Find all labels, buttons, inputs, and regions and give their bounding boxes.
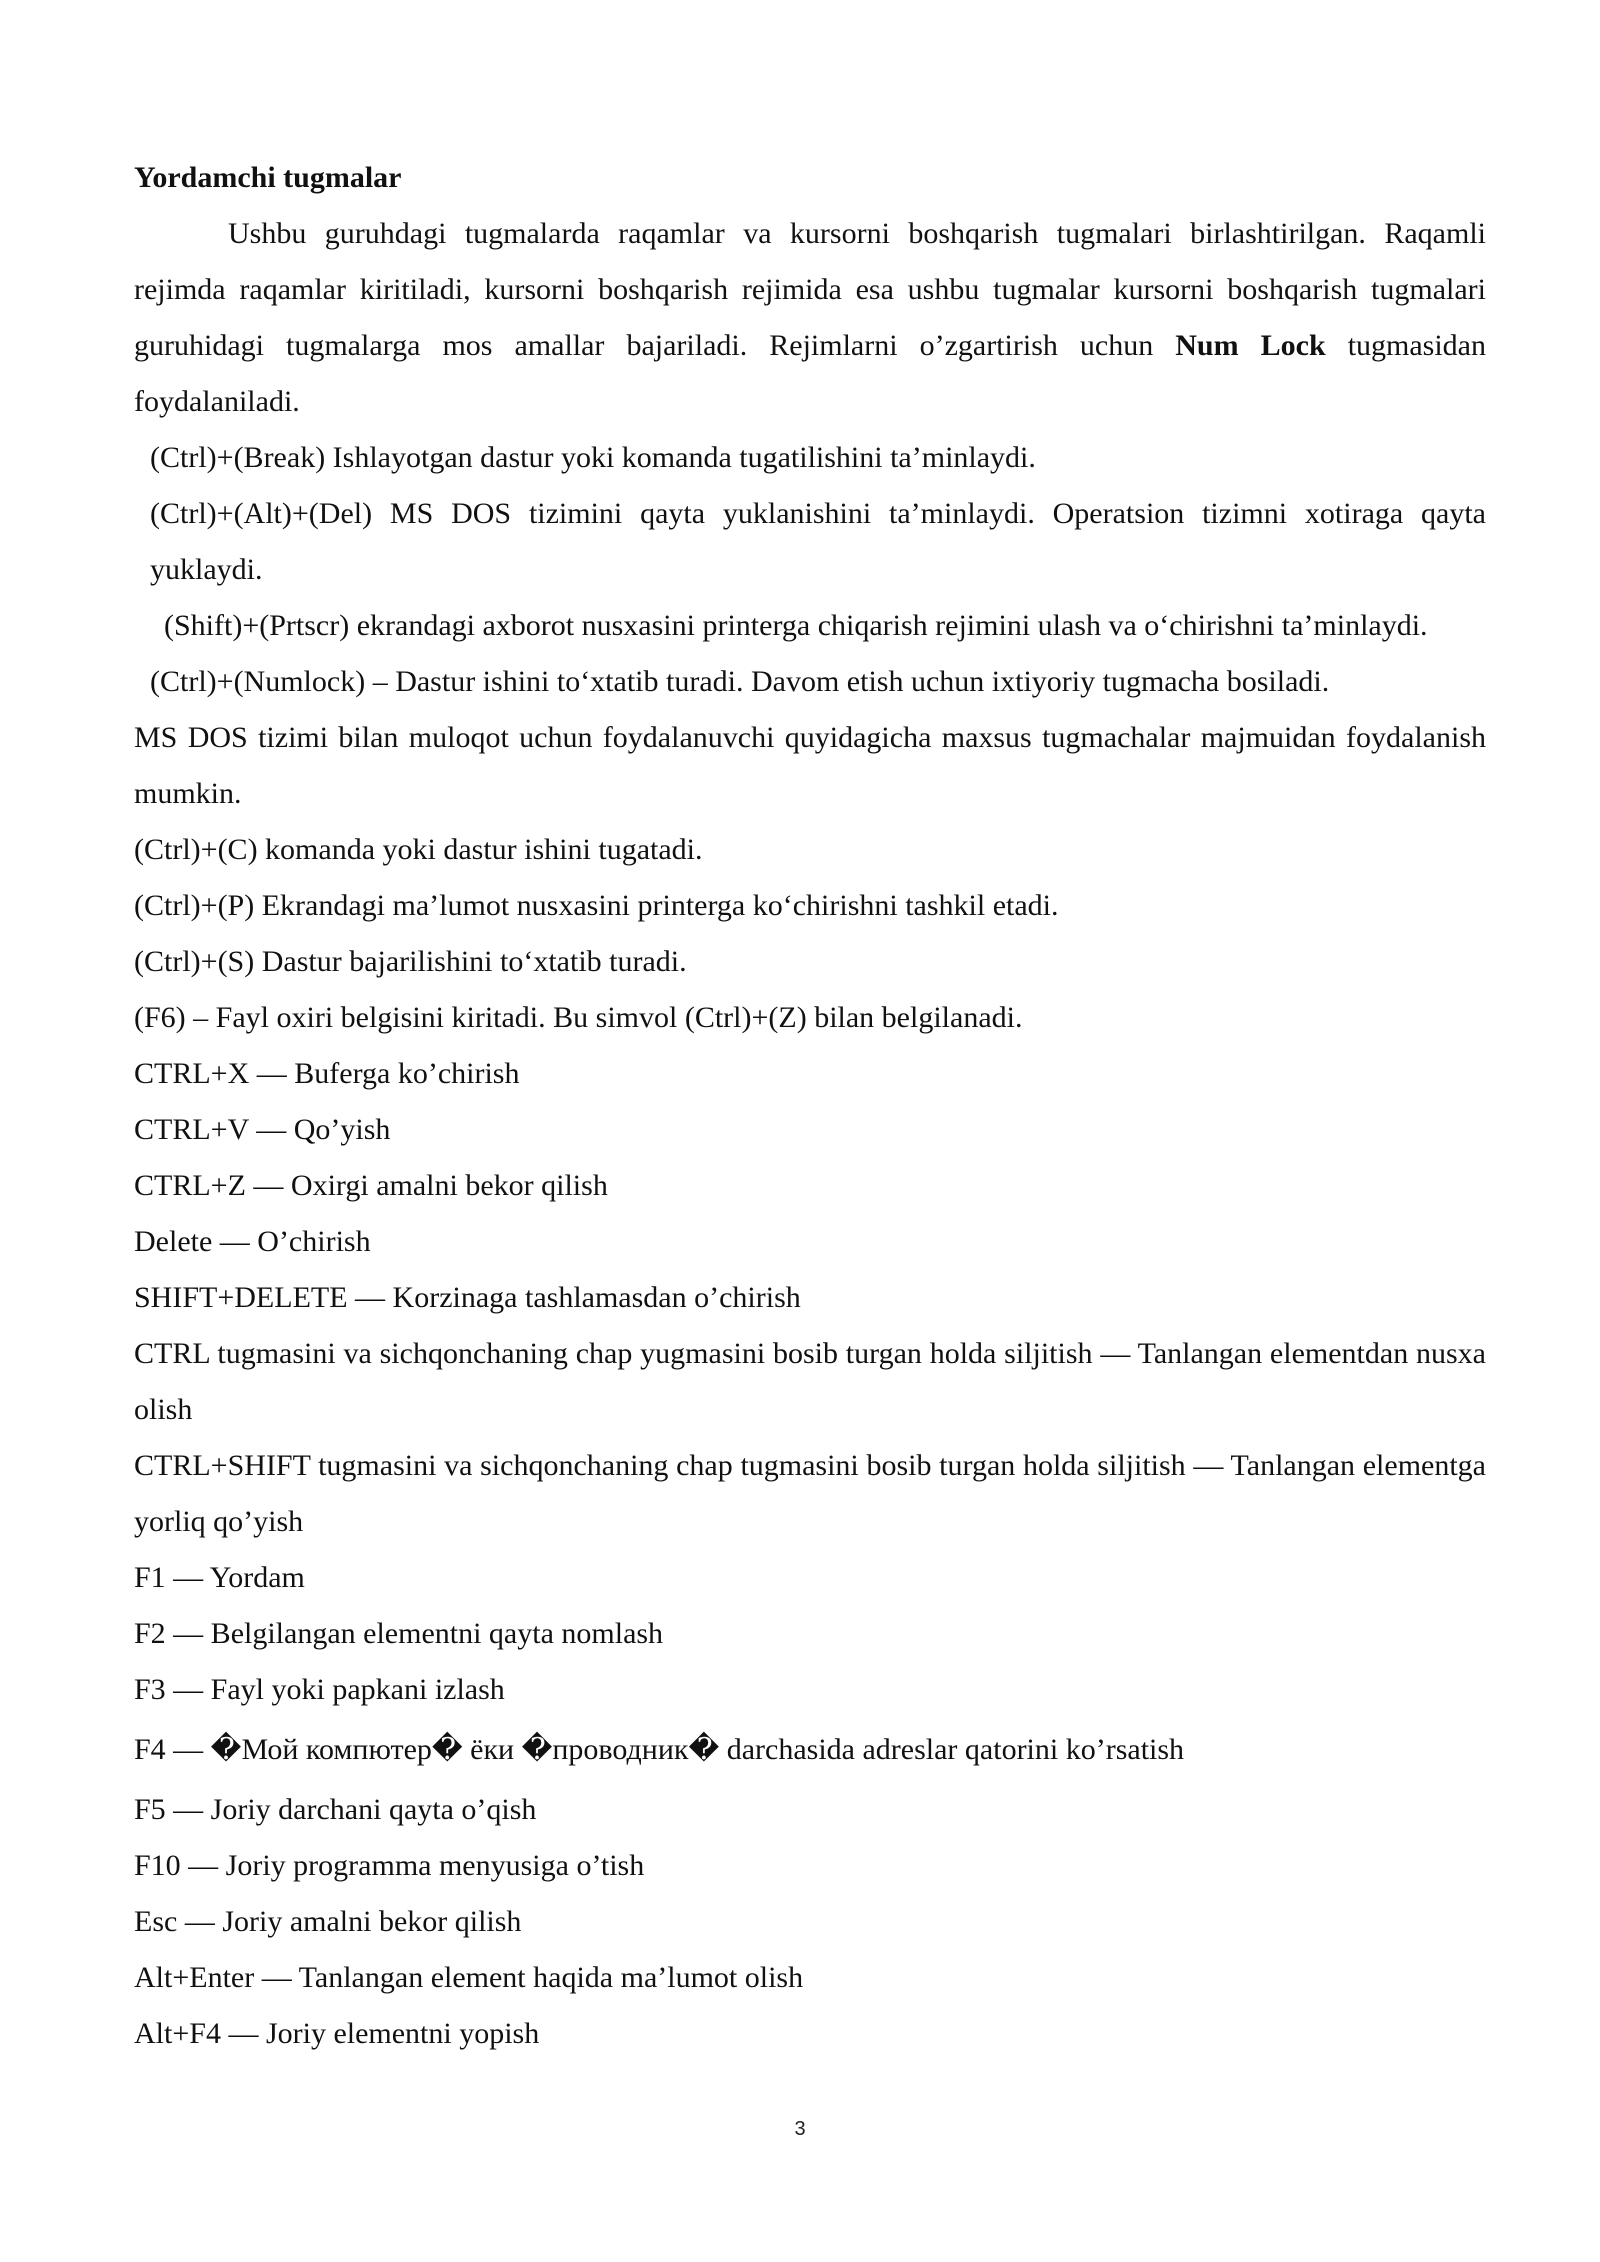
shortcut-ctrl-drag: CTRL tugmasini va sichqonchaning chap yugmasini bosib turgan holda siljitish — Tanlangan elementdan nusxa olish (134, 1337, 1486, 1426)
shortcut-f4: F4 — �Мой компютер� ёки �проводник� darchasida adreslar qatorini ko’rsatish (134, 1733, 1185, 1766)
combo-line-ctrl-break: (Ctrl)+(Break) Ishlayotgan dastur yoki komanda tugatilishini ta’minlaydi. (150, 441, 1036, 474)
shortcut-alt-f4: Alt+F4 — Joriy elementni yopish (134, 2017, 540, 2050)
shortcut-f2: F2 — Belgilangan elementni qayta nomlash (134, 1617, 664, 1650)
shortcut-esc: Esc — Joriy amalni bekor qilish (134, 1905, 522, 1938)
shortcut-shift-delete: SHIFT+DELETE — Korzinaga tashlamasdan o’chirish (134, 1281, 801, 1314)
shortcut-alt-enter: Alt+Enter — Tanlangan element haqida ma’lumot olish (134, 1961, 804, 1994)
shortcut-f10: F10 — Joriy programma menyusiga o’tish (134, 1849, 645, 1882)
section-heading: Yordamchi tugmalar (134, 161, 402, 194)
shortcut-f1: F1 — Yordam (134, 1561, 305, 1594)
shortcut-f3: F3 — Fayl yoki papkani izlash (134, 1673, 505, 1706)
num-lock-key: Num Lock (1175, 329, 1326, 362)
shortcut-ctrl-z: CTRL+Z — Oxirgi amalni bekor qilish (134, 1169, 608, 1202)
msdos-line-f6: (F6) – Fayl oxiri belgisini kiritadi. Bu simvol (Ctrl)+(Z) bilan belgilanadi. (134, 1001, 1023, 1034)
shortcut-f5: F5 — Joriy darchani qayta o’qish (134, 1793, 537, 1826)
intro-text: Ushbu guruhdagi tugmalarda raqamlar va kursorni boshqarish tugmalari birlashtirilgan. Raqamli rejimda raqamlar kiritiladi, kursorni boshqarish rejimida esa ushbu tugmalar kursorni boshqarish tugmalari guruhidagi tugmalarga mos amallar bajariladi. Rejimlarni o’zgartirish uchun (134, 217, 1486, 362)
document-page (134, 150, 1486, 2062)
shortcut-ctrl-shift-drag: CTRL+SHIFT tugmasini va sichqonchaning chap tugmasini bosib turgan holda siljitish — Tanlangan elementga yorliq qo’yish (134, 1449, 1486, 1538)
msdos-line-ctrl-p: (Ctrl)+(P) Ekrandagi ma’lumot nusxasini printerga ko‘chirishni tashkil etadi. (134, 889, 1059, 922)
msdos-line-ctrl-c: (Ctrl)+(C) komanda yoki dastur ishini tugatadi. (134, 833, 703, 866)
combo-line-shift-prtscr: (Shift)+(Prtscr) ekrandagi axborot nusxasini printerga chiqarish rejimini ulash va o‘chirishni ta’minlaydi. (164, 609, 1428, 642)
shortcut-ctrl-v: CTRL+V — Qo’yish (134, 1113, 391, 1146)
combo-line-ctrl-alt-del: (Ctrl)+(Alt)+(Del) MS DOS tizimini qayta yuklanishini ta’minlaydi. Operatsion tizimni xotiraga qayta yuklaydi. (150, 497, 1486, 586)
page-number: 3 (794, 2118, 806, 2140)
shortcut-ctrl-x: CTRL+X — Buferga ko’chirish (134, 1057, 520, 1090)
combo-line-ctrl-numlock: (Ctrl)+(Numlock) – Dastur ishini to‘xtatib turadi. Davom etish uchun ixtiyoriy tugmacha bosiladi. (150, 665, 1330, 698)
msdos-line-ctrl-s: (Ctrl)+(S) Dastur bajarilishini to‘xtatib turadi. (134, 945, 687, 978)
msdos-intro-paragraph: MS DOS tizimi bilan muloqot uchun foydalanuvchi quyidagicha maxsus tugmachalar majmuidan foydalanish mumkin. (134, 721, 1486, 810)
intro-text-end: tugmasidan foydalaniladi. (134, 329, 1486, 418)
intro-paragraph (134, 206, 1486, 430)
shortcut-delete: Delete — O’chirish (134, 1225, 371, 1258)
